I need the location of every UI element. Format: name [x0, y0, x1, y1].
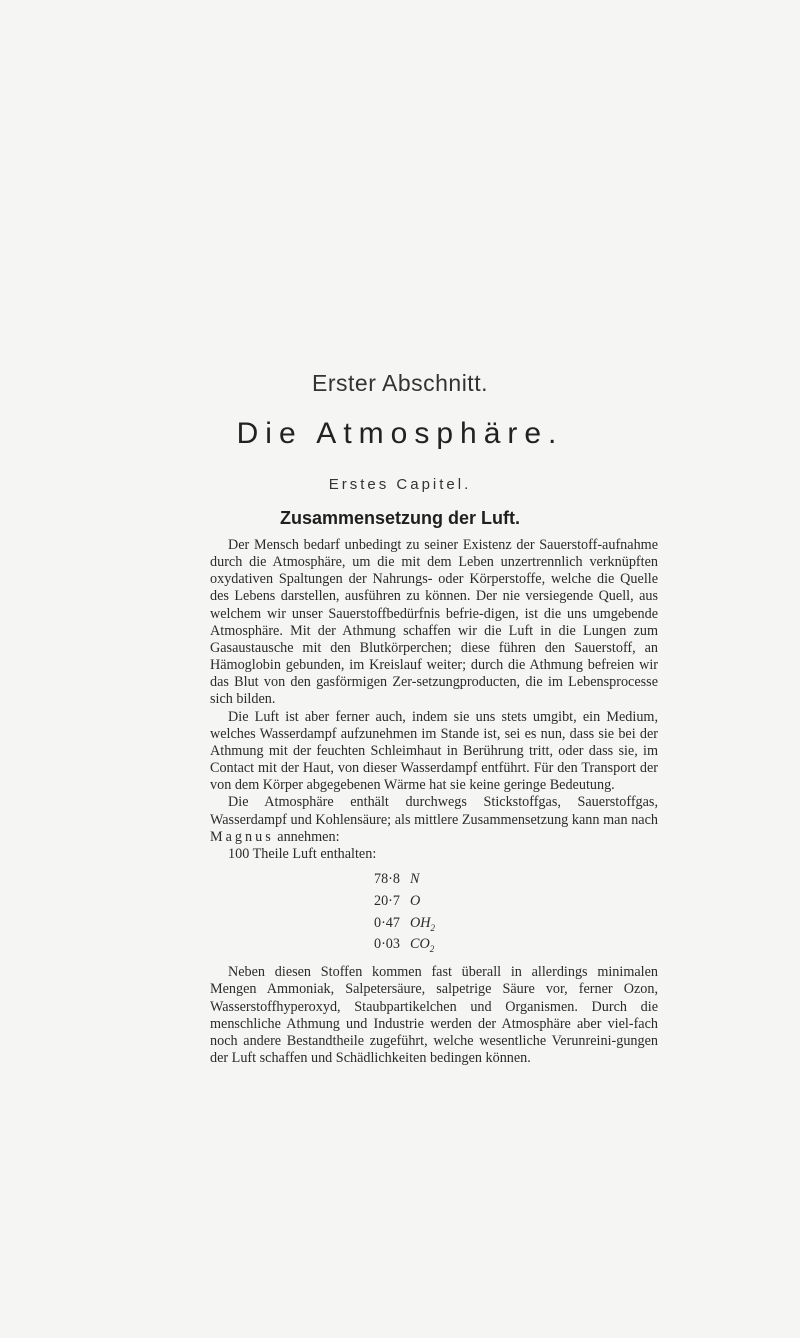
symbol-text: N [410, 870, 420, 887]
paragraph-3-text: Die Atmosphäre enthält durchwegs Stickstoffgas, Sauerstoffgas, Wasserdampf und Kohlensäure; als mittlere Zusammensetzung kann man nach [210, 794, 658, 828]
composition-row [362, 915, 658, 937]
paragraph-3 [210, 794, 658, 845]
composition-symbol [410, 915, 435, 937]
paragraph-2: Die Luft ist aber ferner auch, indem sie uns stets umgibt, ein Medium, welches Wasserdampf aufzunehmen im Stande ist, sei es nun, dass sie bei der Athmung mit der feuchten Schleimhaut in Berührung tritt, oder dass sie, im Contact mit der Haut, von dieser Wasserdampf entführt. Für den Transport der von dem Körper abgegebenen Wärme hat sie keine geringe Bedeutung. [210, 708, 658, 794]
composition-row [362, 871, 658, 893]
body-text [210, 537, 658, 1067]
composition-symbol [410, 893, 420, 915]
composition-symbol [410, 936, 434, 958]
section-heading: Erster Abschnitt. [312, 370, 488, 396]
symbol-text: CO [410, 936, 430, 953]
composition-value: 78·8 [373, 870, 400, 887]
paragraph-4: Neben diesen Stoffen kommen fast überall in allerdings minimalen Mengen Ammoniak, Salpetersäure, salpetrige Säure vor, ferner Ozon, Wasserstoffhyperoxyd, Staubpartikelchen und Organismen. Durch die menschliche Athmung und Industrie werden der Atmosphäre aber viel-fach noch andere Bestandtheile zugeführt, welche wesentliche Verunreini-gungen der Luft schaffen und Schädlichkeiten bedingen können. [210, 964, 658, 1067]
composition-symbol [410, 871, 419, 893]
subject-title: Zusammensetzung der Luft. [279, 508, 521, 528]
paragraph-1: Der Mensch bedarf unbedingt zu seiner Existenz der Sauerstoff-aufnahme durch die Atmosphäre, um die mit dem Leben unzertrennlich verknüpften oxydativen Spaltungen der Nahrungs- oder Körperstoffe, welche die Quelle des Lebens darstellen, ausführen zu können. Der nie versiegende Quell, aus welchem wir unser Sauerstoffbedürfnis befrie-digen, ist die uns umgebende Atmosphäre. Mit der Athmung schaffen wir die Luft in die Lungen zum Gasaustausche mit den Blutkörperchen; diese führen den Sauerstoff, an Hämoglobin gebunden, im Kreislauf weiter; durch die Athmung befreien wir das Blut von den gasförmigen Zer-setzungproducten, die im Lebensprocesse sich bilden. [210, 537, 658, 708]
composition-row [362, 893, 658, 915]
symbol-text: OH [410, 914, 431, 931]
paragraph-3-end: annehmen: [277, 828, 340, 845]
chapter-title: Erstes Capitel. [328, 476, 472, 493]
main-title: Die Atmosphäre. [236, 417, 564, 450]
composition-value: 0·03 [373, 936, 400, 953]
composition-row [362, 936, 658, 958]
composition-value: 0·47 [373, 914, 400, 931]
symbol-text: O [410, 892, 421, 909]
composition-value: 20·7 [373, 892, 400, 909]
author-name: Magnus [210, 828, 274, 845]
symbol-subscript: 2 [429, 944, 435, 955]
composition-intro: 100 Theile Luft enthalten: [228, 845, 377, 862]
symbol-subscript: 2 [430, 922, 435, 933]
composition-table [210, 871, 658, 958]
